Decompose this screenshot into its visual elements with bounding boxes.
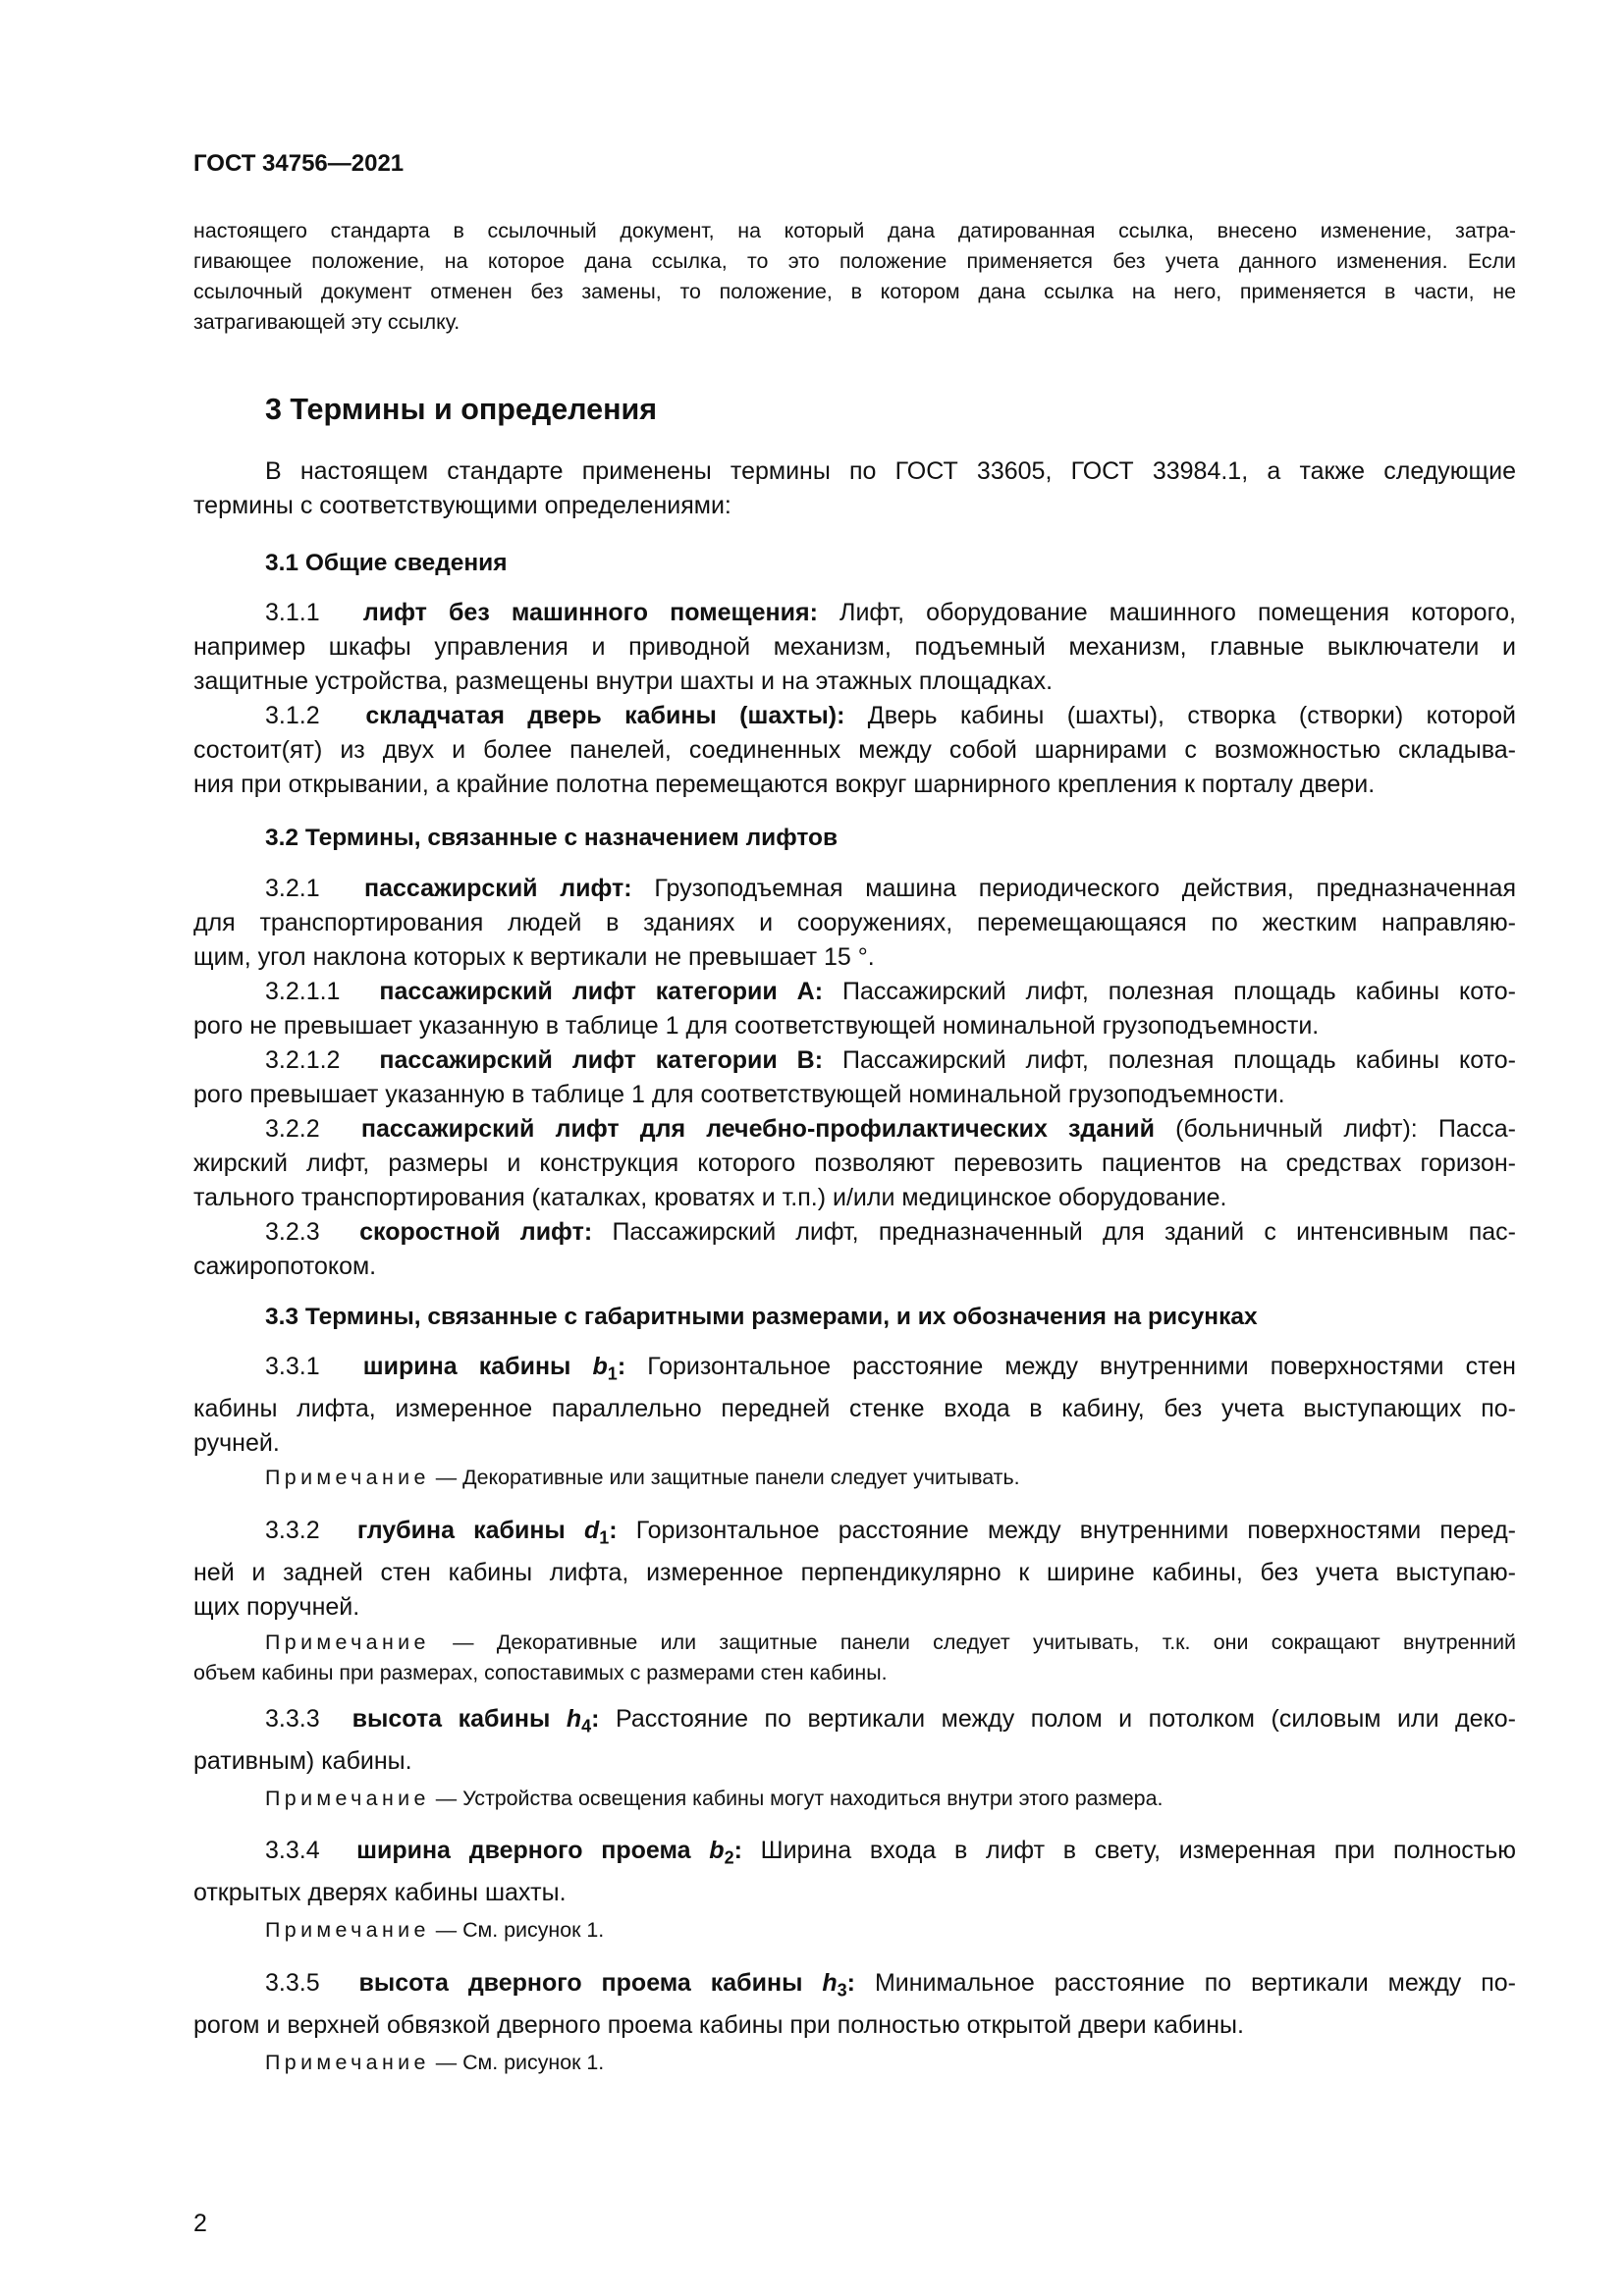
term-3-1-1: 3.1.1 лифт без машинного помещения: Лифт, оборудование машинного помещения которого, например шкафы управления и приводной механизм, подъемный механизм, главные выключатели и защитные устройства, размещены внутри шахты и на этажных площадках. bbox=[193, 599, 1517, 696]
note-3-3-1: Примечание — Декоративные или защитные панели следует учитывать. bbox=[265, 1466, 1020, 1489]
intro-line: затрагивающей эту ссылку. bbox=[193, 310, 460, 334]
intro-line: гивающее положение, на которое дана ссылка, то это положение применяется без учета данного изменения. Если bbox=[193, 249, 1516, 273]
term-3-2-1-2: 3.2.1.2 пассажирский лифт категории В: Пассажирский лифт, полезная площадь кабины кото- рого превышает указанную в таблице 1 для соответствующей номинальной грузоподъемности. bbox=[193, 1046, 1516, 1109]
page-number: 2 bbox=[193, 2210, 207, 2237]
subsection-heading-3-3: 3.3 Термины, связанные с габаритными размерами, и их обозначения на рисунках bbox=[265, 1304, 1258, 1330]
term-3-2-3: 3.2.3 скоростной лифт: Пассажирский лифт, предназначенный для зданий с интенсивным пас- сажиропотоком. bbox=[193, 1218, 1516, 1281]
note-3-3-4: Примечание — См. рисунок 1. bbox=[265, 1918, 605, 1942]
document-header: ГОСТ 34756—2021 bbox=[193, 150, 405, 177]
intro-paragraph bbox=[193, 216, 1516, 338]
note-3-3-3: Примечание — Устройства освещения кабины могут находиться внутри этого размера. bbox=[265, 1787, 1164, 1810]
term-3-3-2: 3.3.2 глубина кабины $d_1$: Горизонтальное расстояние между внутренними поверхностями перед- ней и задней стен кабины лифта, измеренное перпендикулярно к ширине кабины, без учета выступаю- щих поручней. bbox=[193, 1517, 1517, 1621]
section-title: 3 Термины и определения bbox=[265, 393, 658, 426]
term-3-1-2: 3.1.2 складчатая дверь кабины (шахты): Дверь кабины (шахты), створка (створки) которой состоит(ят) из двух и более панелей, соединенных между собой шарнирами с возможностью складыва- ния при открывании, а крайние полотна перемещаются вокруг шарнирного крепления к порталу двери. bbox=[193, 702, 1516, 799]
term-3-3-4: 3.3.4 ширина дверного проема $b_2$: Ширина входа в лифт в свету, измеренная при полностью открытых дверях кабины шахты. bbox=[193, 1837, 1516, 1906]
term-3-2-1: 3.2.1 пассажирский лифт: Грузоподъемная машина периодического действия, предназначенная для транспортирования людей в зданиях и сооружениях, перемещающаяся по жестким направляю- щим, угол наклона которых к вертикали не превышает 15 °. bbox=[193, 875, 1516, 972]
subsection-heading-3-1: 3.1 Общие сведения bbox=[265, 550, 508, 576]
term-3-2-2: 3.2.2 пассажирский лифт для лечебно-профилактических зданий (больничный лифт): Пасса- жирский лифт, размеры и конструкция которого позволяют перевозить пациентов на средствах горизон- тального транспортирования (каталках, кроватях и т.п.) и/или медицинское оборудование. bbox=[193, 1115, 1516, 1212]
note-3-3-5: Примечание — См. рисунок 1. bbox=[265, 2051, 605, 2074]
subsection-heading-3-2: 3.2 Термины, связанные с назначением лифтов bbox=[265, 825, 839, 851]
note-3-3-2: Примечание — Декоративные или защитные панели следует учитывать, т.к. они сокращают внутренний объем кабины при размерах, сопоставимых с размерами стен кабины. bbox=[193, 1630, 1516, 1684]
term-3-3-5: 3.3.5 высота дверного проема кабины $h_3$: Минимальное расстояние по вертикали между по- рогом и верхней обвязкой дверного проема кабины при полностью открытой двери кабины. bbox=[193, 1969, 1516, 2039]
term-3-2-1-1: 3.2.1.1 пассажирский лифт категории А: Пассажирский лифт, полезная площадь кабины кото- рого не превышает указанную в таблице 1 для соответствующей номинальной грузоподъемности. bbox=[193, 978, 1516, 1041]
intro-line: ссылочный документ отменен без замены, то положение, в котором дана ссылка на него, применяется в части, не bbox=[193, 280, 1516, 303]
intro-line: настоящего стандарта в ссылочный документ, на который дана датированная ссылка, внесено изменение, затра- bbox=[193, 219, 1516, 242]
term-3-3-1: 3.3.1 ширина кабины $b_1$: Горизонтальное расстояние между внутренними поверхностями стен кабины лифта, измеренное параллельно передней стенке входа в кабину, без учета выступающих по- ручней. bbox=[193, 1353, 1516, 1457]
term-3-3-3: 3.3.3 высота кабины $h_4$: Расстояние по вертикали между полом и потолком (силовым или деко- ративным) кабины. bbox=[193, 1705, 1516, 1775]
section-intro: В настоящем стандарте применены термины по ГОСТ 33605, ГОСТ 33984.1, а также следующие термины с соответствующими определениями: bbox=[193, 457, 1516, 520]
